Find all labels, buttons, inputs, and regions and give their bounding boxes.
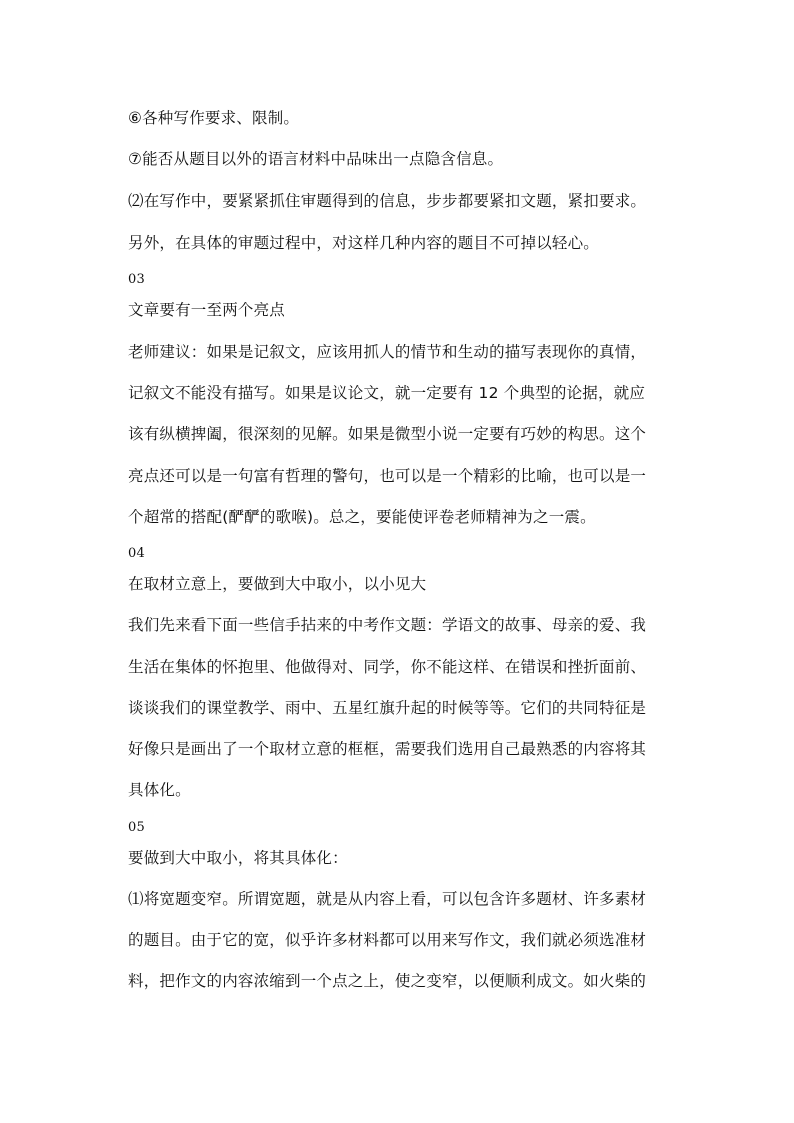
section-heading: 在取材立意上，要做到大中取小，以小见大 [128,575,427,593]
section-number: 05 [128,820,145,835]
paragraph-line: 谈谈我们的课堂教学、雨中、五星红旗升起的时候等等。它们的共同特征是 [128,699,647,717]
section-number: 03 [128,272,145,287]
paragraph-line: ⑥各种写作要求、限制。 [128,109,300,127]
paragraph-line: 亮点还可以是一句富有哲理的警句，也可以是一个精彩的比喻，也可以是一 [128,467,647,485]
paragraph-line: 好像只是画出了一个取材立意的框框，需要我们选用自己最熟悉的内容将其 [128,740,647,758]
paragraph-line: ⑵在写作中，要紧紧抓住审题得到的信息，步步都要紧扣文题，紧扣要求。 [128,192,647,210]
section-heading: 要做到大中取小，将其具体化： [128,849,348,867]
paragraph-line: 记叙文不能没有描写。如果是议论文，就一定要有 12 个典型的论据，就应 [128,384,646,402]
paragraph-line: 具体化。 [128,781,191,799]
paragraph-line: 的题目。由于它的宽，似乎许多材料都可以用来写作文，我们就必须选准材 [128,931,647,949]
paragraph-line: 我们先来看下面一些信手拈来的中考作文题：学语文的故事、母亲的爱、我 [128,616,647,634]
paragraph-line: 另外，在具体的审题过程中，对这样几种内容的题目不可掉以轻心。 [128,234,600,252]
paragraph-line: 该有纵横捭阖，很深刻的见解。如果是微型小说一定要有巧妙的构思。这个 [128,425,647,443]
paragraph-line: 个超常的搭配(酽酽的歌喉)。总之，要能使评卷老师精神为之一震。 [128,508,596,526]
paragraph-line: ⑴将宽题变窄。所谓宽题，就是从内容上看，可以包含许多题材、许多素材 [128,890,647,908]
section-heading: 文章要有一至两个亮点 [128,301,286,319]
paragraph-line: 老师建议：如果是记叙文，应该用抓人的情节和生动的描写表现你的真情， [128,343,647,361]
paragraph-line: 生活在集体的怀抱里、他做得对、同学，你不能这样、在错误和挫折面前、 [128,658,647,676]
paragraph-line: ⑦能否从题目以外的语言材料中品味出一点隐含信息。 [128,150,504,168]
paragraph-line: 料，把作文的内容浓缩到一个点之上，使之变窄，以便顺利成文。如火柴的 [128,972,647,990]
section-number: 04 [128,546,145,561]
